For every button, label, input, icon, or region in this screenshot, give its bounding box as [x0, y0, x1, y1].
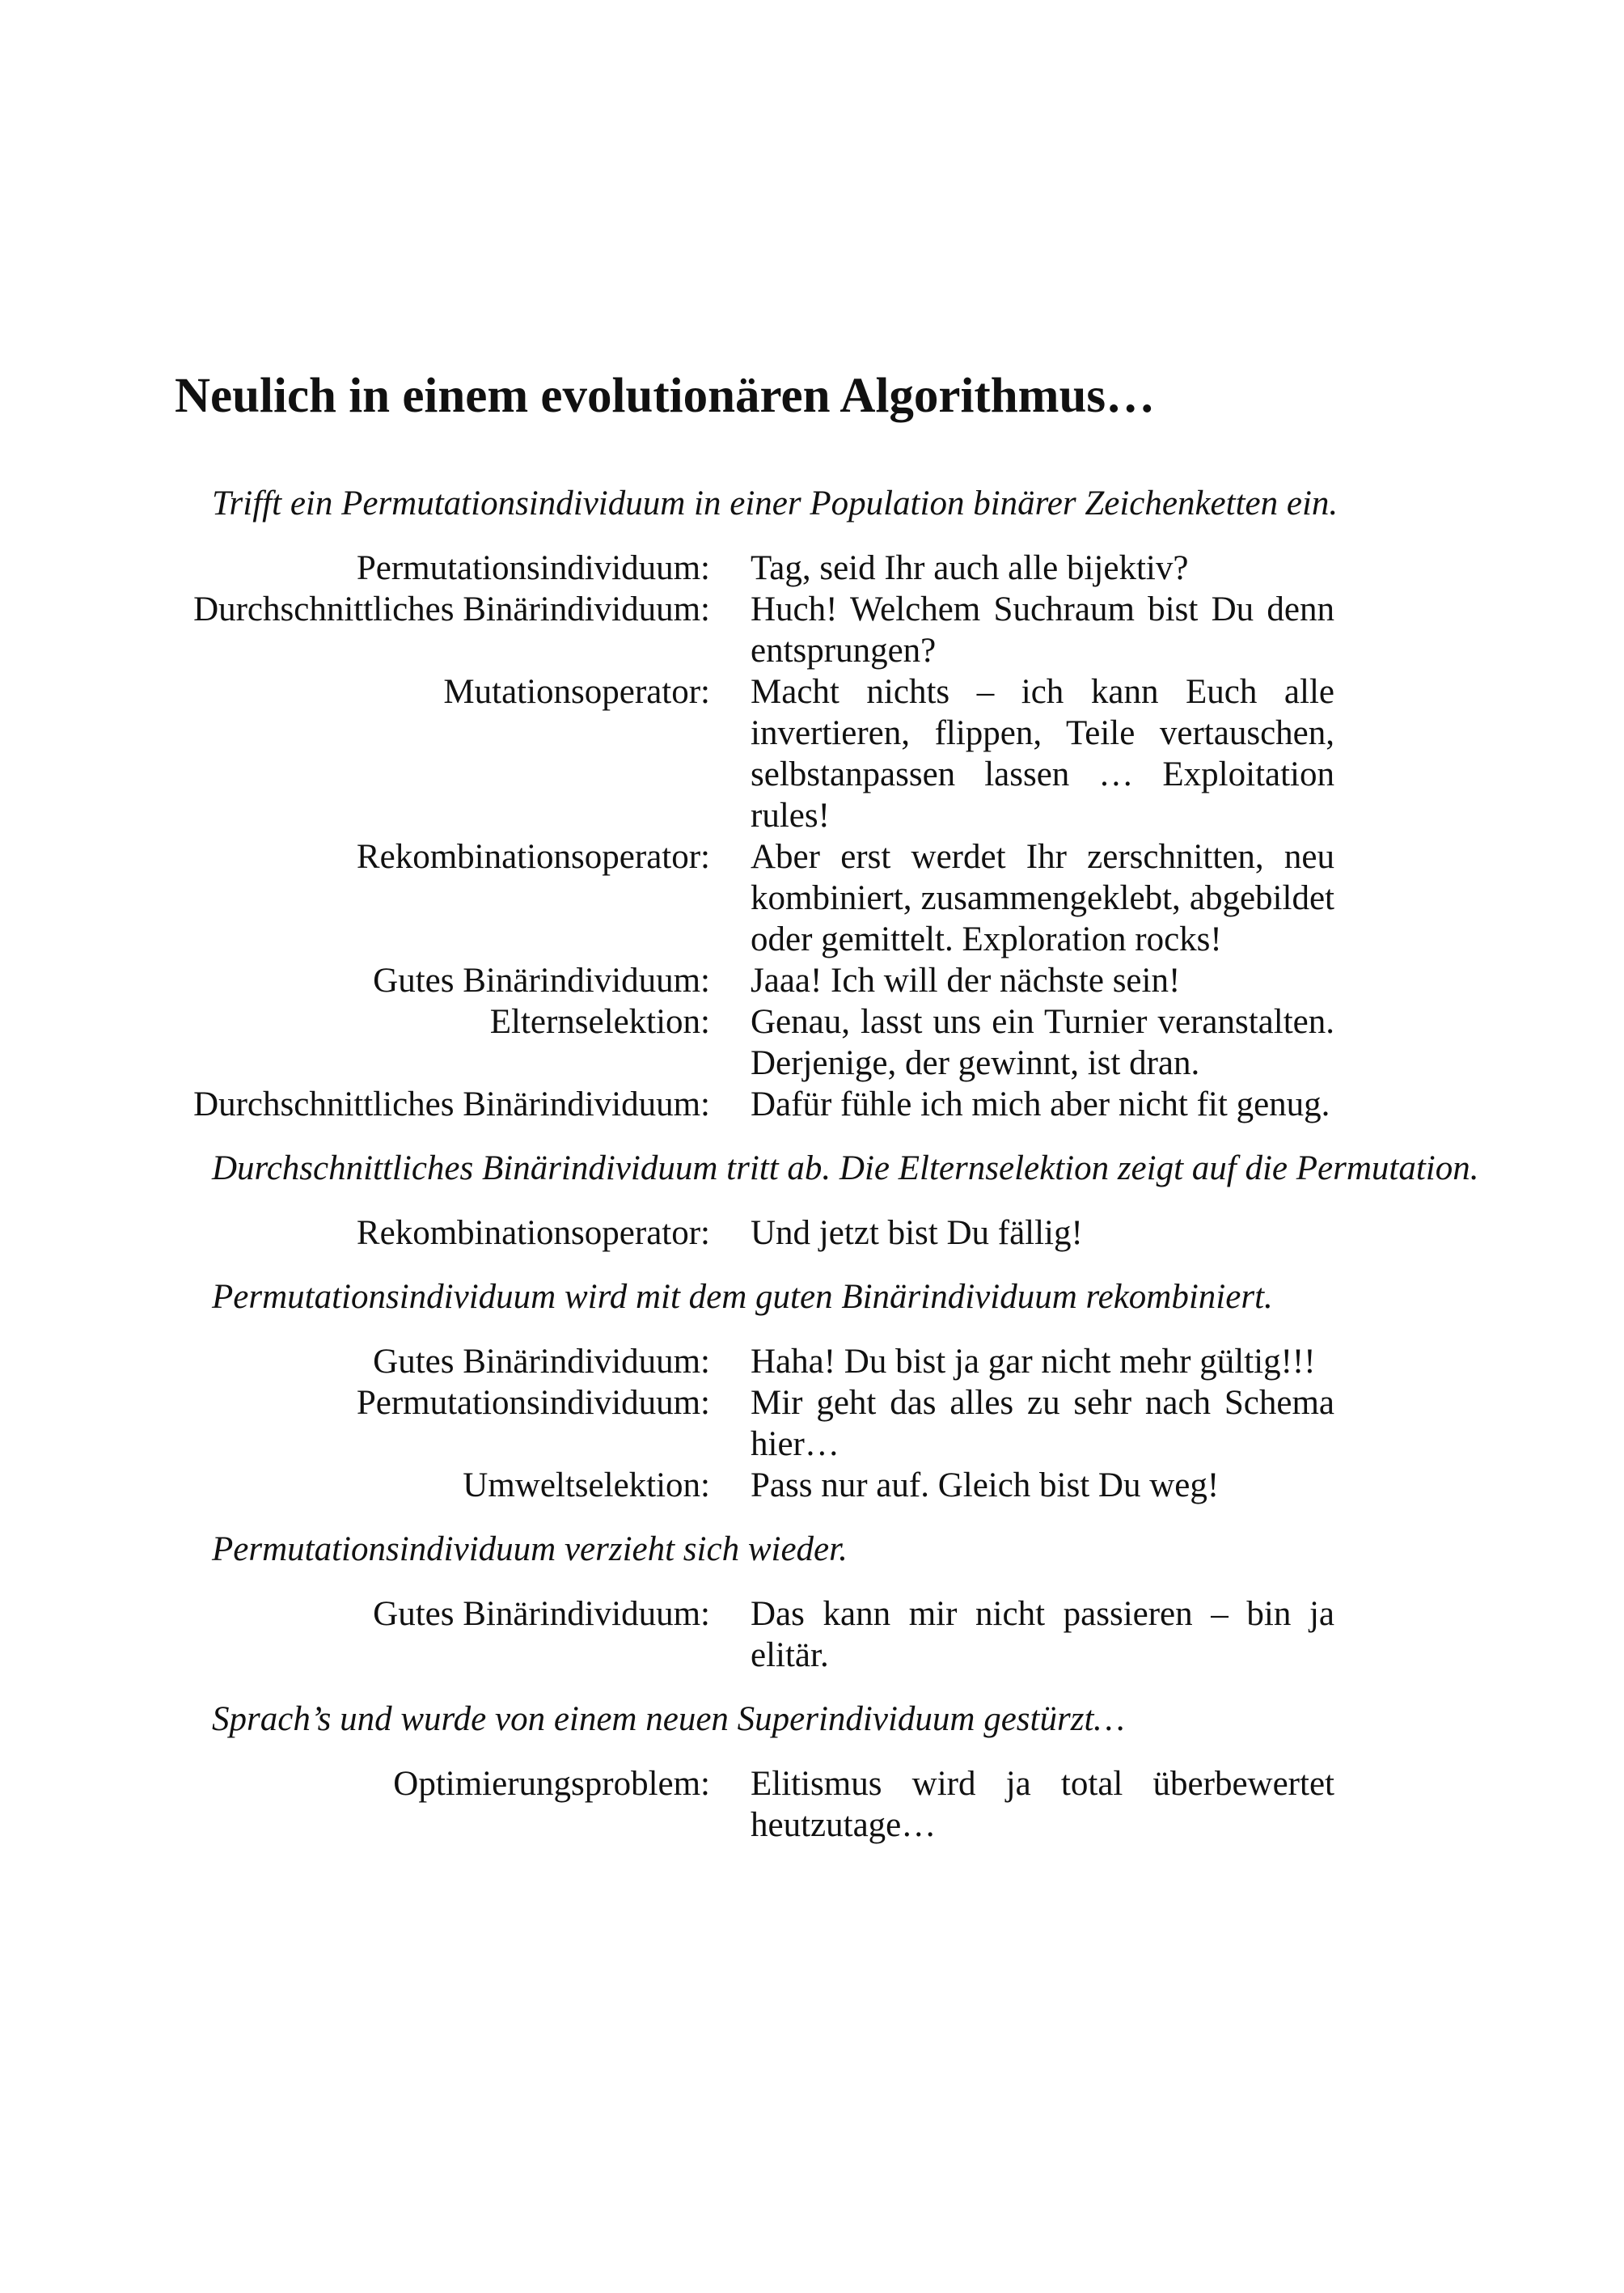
dialogue-block [0, 1212, 1624, 1254]
speech-text: Jaaa! Ich will der nächste sein! [751, 962, 1181, 1000]
speaker-label: Durchschnittliches Binärindividuum: [193, 590, 710, 628]
speaker-label: Permutationsindividuum: [356, 1384, 710, 1422]
dialogue-line [0, 1001, 1624, 1084]
dialogue-line [0, 1212, 1624, 1254]
speech-text: Elitismus wird ja total überbewertet heutzutage… [751, 1765, 1334, 1844]
speaker-label: Mutationsoperator: [443, 673, 710, 711]
speech-text: Macht nichts – ich kann Euch alle invertieren, flippen, Teile vertauschen, selbstanpassen lassen … Exploitation rules! [751, 673, 1334, 835]
speaker-label: Gutes Binärindividuum: [373, 1595, 710, 1633]
dialogue-line [0, 671, 1624, 836]
speaker-label: Optimierungsproblem: [393, 1765, 710, 1803]
speech-text: Aber erst werdet Ihr zerschnitten, neu kombiniert, zusammengeklebt, abgebildet oder gemittelt. Exploration rocks! [751, 838, 1334, 958]
speech-text: Haha! Du bist ja gar nicht mehr gültig!!! [751, 1343, 1316, 1381]
speaker-label: Gutes Binärindividuum: [373, 962, 710, 1000]
dialogue-block [0, 1763, 1624, 1846]
dialogue-line [0, 1763, 1624, 1846]
dialogue-line [0, 1341, 1624, 1382]
speaker-label: Gutes Binärindividuum: [373, 1343, 710, 1381]
stage-direction: Permutationsindividuum wird mit dem guten Binärindividuum rekombiniert. [212, 1278, 1273, 1316]
speaker-label: Rekombinationsoperator: [356, 1214, 710, 1252]
speech-text: Genau, lasst uns ein Turnier veranstalten. Derjenige, der gewinnt, ist dran. [751, 1003, 1334, 1082]
speaker-label: Elternselektion: [489, 1003, 710, 1041]
dialogue-block [0, 1341, 1624, 1506]
speech-text: Das kann mir nicht passieren – bin ja elitär. [751, 1595, 1334, 1674]
speech-text: Dafür fühle ich mich aber nicht fit genug. [751, 1085, 1330, 1123]
stage-direction: Sprach’s und wurde von einem neuen Superindividuum gestürzt… [212, 1700, 1125, 1738]
speaker-label: Umweltselektion: [463, 1466, 710, 1504]
stage-direction: Trifft ein Permutationsindividuum in einer Population binärer Zeichenketten ein. [212, 484, 1339, 522]
speaker-label: Rekombinationsoperator: [356, 838, 710, 876]
speaker-label: Permutationsindividuum: [356, 549, 710, 587]
dialogue-content [0, 483, 1624, 1868]
dialogue-line [0, 1465, 1624, 1506]
dialogue-line [0, 1382, 1624, 1465]
dialogue-line [0, 960, 1624, 1001]
page-title: Neulich in einem evolutionären Algorithmus… [175, 369, 1156, 423]
dialogue-line [0, 589, 1624, 671]
speech-text: Tag, seid Ihr auch alle bijektiv? [751, 549, 1189, 587]
stage-direction: Permutationsindividuum verzieht sich wieder. [212, 1530, 848, 1568]
dialogue-block [0, 548, 1624, 1125]
speech-text: Und jetzt bist Du fällig! [751, 1214, 1083, 1252]
dialogue-line [0, 1593, 1624, 1676]
speech-text: Mir geht das alles zu sehr nach Schema hier… [751, 1384, 1334, 1463]
speech-text: Pass nur auf. Gleich bist Du weg! [751, 1466, 1220, 1504]
dialogue-line [0, 548, 1624, 589]
speaker-label: Durchschnittliches Binärindividuum: [193, 1085, 710, 1123]
dialogue-line [0, 1084, 1624, 1125]
speech-text: Huch! Welchem Suchraum bist Du denn entsprungen? [751, 590, 1334, 670]
stage-direction: Durchschnittliches Binärindividuum tritt ab. Die Elternselektion zeigt auf die Permutation. [212, 1149, 1479, 1187]
dialogue-line [0, 836, 1624, 960]
dialogue-block [0, 1593, 1624, 1676]
